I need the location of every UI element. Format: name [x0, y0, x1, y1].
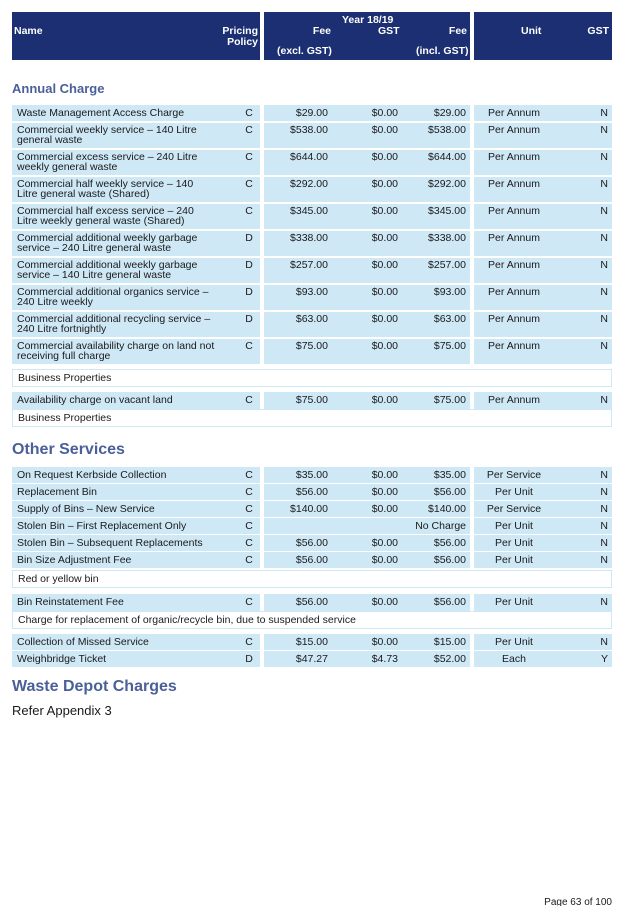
row-fee-incl: $292.00 — [428, 178, 466, 190]
row-policy: C — [245, 469, 253, 481]
row-gst: $0.00 — [371, 394, 398, 406]
header-unit-gst — [474, 12, 612, 60]
row-fee-incl: $29.00 — [433, 107, 466, 119]
row-gst-flag: N — [600, 469, 608, 481]
row-fee-incl: $257.00 — [428, 259, 466, 271]
row-unit: Per Annum — [488, 313, 540, 325]
table-row — [12, 535, 612, 551]
row-fee-incl: $75.00 — [433, 340, 466, 352]
note-red-yellow-bin: Red or yellow bin — [12, 570, 612, 588]
table-row — [12, 123, 612, 148]
row-gst-flag: N — [600, 520, 608, 532]
table-row — [12, 501, 612, 517]
header-fee-excl: Fee — [312, 25, 331, 37]
row-policy: C — [245, 537, 253, 549]
row-fee-incl: $644.00 — [428, 151, 466, 163]
header-name: Name — [14, 25, 43, 37]
row-unit: Per Annum — [488, 205, 540, 217]
row-gst-flag: N — [600, 178, 608, 190]
row-fee-incl: $56.00 — [433, 596, 466, 608]
row-gst: $0.00 — [371, 636, 398, 648]
row-policy: C — [245, 107, 253, 119]
header-excl-gst: (excl. GST) — [277, 45, 332, 57]
row-fee: $140.00 — [290, 503, 328, 515]
row-name-line2: service – 240 Litre general waste — [17, 242, 172, 254]
row-policy: C — [245, 503, 253, 515]
table-row — [12, 285, 612, 310]
table-row — [12, 204, 612, 229]
header-policy: Policy — [227, 36, 258, 48]
row-unit: Per Service — [486, 469, 542, 481]
row-name: Bin Reinstatement Fee — [17, 596, 124, 608]
row-gst: $0.00 — [371, 286, 398, 298]
header-name-policy — [12, 12, 260, 60]
row-fee: $15.00 — [295, 636, 328, 648]
row-name-line1: Commercial availability charge on land not — [17, 340, 215, 352]
row-name: Weighbridge Ticket — [17, 653, 107, 665]
row-policy: D — [245, 232, 253, 244]
table-row — [12, 484, 612, 500]
row-name-line2: 240 Litre weekly — [17, 296, 93, 308]
row-gst: $0.00 — [371, 340, 398, 352]
row-unit: Per Unit — [495, 596, 533, 608]
note-business-properties-2: Business Properties — [12, 409, 612, 427]
row-name-line1: Commercial weekly service – 140 Litre — [17, 124, 197, 136]
row-fee: $338.00 — [290, 232, 328, 244]
row-fee-incl: $345.00 — [428, 205, 466, 217]
row-policy: C — [245, 178, 253, 190]
row-gst-flag: N — [600, 340, 608, 352]
row-gst-flag: N — [600, 537, 608, 549]
row-name: Stolen Bin – Subsequent Replacements — [17, 537, 203, 549]
row-fee-incl: $52.00 — [433, 653, 466, 665]
row-fee-incl: $538.00 — [428, 124, 466, 136]
table-row — [12, 518, 612, 534]
note-replacement-charge: Charge for replacement of organic/recycle bin, due to suspended service — [12, 611, 612, 629]
row-policy: D — [245, 653, 253, 665]
row-gst-flag: N — [600, 503, 608, 515]
row-gst: $0.00 — [371, 486, 398, 498]
row-fee: $75.00 — [295, 340, 328, 352]
depot-reference: Refer Appendix 3 — [12, 703, 112, 718]
row-policy: C — [245, 486, 253, 498]
row-name-line1: Commercial excess service – 240 Litre — [17, 151, 198, 163]
row-name: Waste Management Access Charge — [17, 107, 185, 119]
row-fee-incl: $63.00 — [433, 313, 466, 325]
header-fee-incl: Fee — [448, 25, 467, 37]
row-fee: $56.00 — [295, 554, 328, 566]
row-name: Availability charge on vacant land — [17, 394, 173, 406]
row-policy: C — [245, 596, 253, 608]
row-fee: $292.00 — [290, 178, 328, 190]
row-policy: D — [245, 313, 253, 325]
table-row — [12, 231, 612, 256]
row-fee: $35.00 — [295, 469, 328, 481]
row-unit: Each — [502, 653, 526, 665]
row-name-line2: service – 140 Litre general waste — [17, 269, 172, 281]
row-policy: C — [245, 340, 253, 352]
row-unit: Per Service — [486, 503, 542, 515]
row-gst: $0.00 — [371, 178, 398, 190]
row-gst: $0.00 — [371, 469, 398, 481]
row-policy: C — [245, 554, 253, 566]
row-name: Replacement Bin — [17, 486, 97, 498]
row-policy: C — [245, 124, 253, 136]
row-fee-incl: $140.00 — [428, 503, 466, 515]
table-row — [12, 339, 612, 364]
row-name-line1: Commercial additional weekly garbage — [17, 232, 198, 244]
row-unit: Per Unit — [495, 520, 533, 532]
row-gst: $0.00 — [371, 124, 398, 136]
row-gst: $0.00 — [371, 259, 398, 271]
row-name-line2: receiving full charge — [17, 350, 111, 362]
row-fee-incl: No Charge — [415, 520, 466, 532]
table-row-vacant-land — [12, 392, 612, 409]
row-policy: C — [245, 151, 253, 163]
row-name-line1: Commercial additional weekly garbage — [17, 259, 198, 271]
row-unit: Per Annum — [488, 178, 540, 190]
row-unit: Per Annum — [488, 124, 540, 136]
row-name-line2: general waste — [17, 134, 83, 146]
row-name: Bin Size Adjustment Fee — [17, 554, 132, 566]
row-unit: Per Annum — [488, 259, 540, 271]
row-policy: D — [245, 259, 253, 271]
row-unit: Per Annum — [488, 394, 540, 406]
row-name-line1: Commercial additional organics service – — [17, 286, 209, 298]
row-fee-incl: $75.00 — [433, 394, 466, 406]
row-fee: $538.00 — [290, 124, 328, 136]
row-gst-flag: N — [600, 151, 608, 163]
row-gst-flag: N — [600, 107, 608, 119]
row-name-line1: Commercial additional recycling service – — [17, 313, 211, 325]
row-fee-incl: $56.00 — [433, 554, 466, 566]
table-row — [12, 150, 612, 175]
section-title-annual: Annual Charge — [12, 81, 105, 96]
row-name-line1: Commercial half weekly service – 140 — [17, 178, 194, 190]
row-gst-flag: N — [600, 394, 608, 406]
row-fee: $47.27 — [295, 653, 328, 665]
row-unit: Per Unit — [495, 554, 533, 566]
table-row — [12, 177, 612, 202]
row-fee: $56.00 — [295, 596, 328, 608]
row-gst-flag: N — [600, 259, 608, 271]
row-gst-flag: N — [600, 232, 608, 244]
row-fee-incl: $35.00 — [433, 469, 466, 481]
row-gst-flag: N — [600, 286, 608, 298]
row-unit: Per Annum — [488, 151, 540, 163]
header-unit: Unit — [521, 25, 542, 37]
row-gst-flag: N — [600, 205, 608, 217]
row-fee-incl: $338.00 — [428, 232, 466, 244]
row-gst-flag: N — [600, 554, 608, 566]
row-unit: Per Unit — [495, 486, 533, 498]
note-business-properties-1: Business Properties — [12, 369, 612, 387]
row-name-line2: Litre weekly general waste (Shared) — [17, 215, 185, 227]
row-unit: Per Annum — [488, 340, 540, 352]
row-policy: C — [245, 636, 253, 648]
row-fee: $63.00 — [295, 313, 328, 325]
row-fee: $644.00 — [290, 151, 328, 163]
row-fee: $93.00 — [295, 286, 328, 298]
header-year — [264, 12, 470, 60]
row-gst: $0.00 — [371, 596, 398, 608]
table-row — [12, 105, 612, 121]
row-gst: $0.00 — [371, 107, 398, 119]
row-fee: $56.00 — [295, 486, 328, 498]
row-gst-flag: N — [600, 636, 608, 648]
row-fee: $56.00 — [295, 537, 328, 549]
row-unit: Per Annum — [488, 286, 540, 298]
row-gst-flag: N — [600, 313, 608, 325]
page-number: Page 63 of 100 — [544, 897, 612, 906]
row-name-line2: weekly general waste — [17, 161, 118, 173]
table-row — [12, 634, 612, 650]
header-incl-gst: (incl. GST) — [416, 45, 469, 57]
header-gst: GST — [378, 25, 400, 37]
row-fee: $257.00 — [290, 259, 328, 271]
row-fee-incl: $93.00 — [433, 286, 466, 298]
row-policy: C — [245, 520, 253, 532]
row-fee: $29.00 — [295, 107, 328, 119]
header-year-label: Year 18/19 — [342, 14, 394, 26]
row-gst: $0.00 — [371, 537, 398, 549]
table-row — [12, 651, 612, 667]
section-title-other: Other Services — [12, 441, 125, 458]
row-gst-flag: N — [600, 596, 608, 608]
row-gst: $0.00 — [371, 503, 398, 515]
row-name: On Request Kerbside Collection — [17, 469, 167, 481]
row-gst: $4.73 — [371, 653, 398, 665]
row-name: Collection of Missed Service — [17, 636, 149, 648]
row-unit: Per Annum — [488, 107, 540, 119]
row-policy: C — [245, 394, 253, 406]
row-name-line2: Litre general waste (Shared) — [17, 188, 150, 200]
row-name-line2: 240 Litre fortnightly — [17, 323, 107, 335]
table-row-bin-reinstatement — [12, 594, 612, 611]
row-fee-incl: $56.00 — [433, 537, 466, 549]
row-fee-incl: $56.00 — [433, 486, 466, 498]
table-row — [12, 312, 612, 337]
row-gst: $0.00 — [371, 232, 398, 244]
row-name: Supply of Bins – New Service — [17, 503, 155, 515]
row-gst: $0.00 — [371, 554, 398, 566]
row-gst-flag: Y — [600, 653, 608, 665]
row-gst: $0.00 — [371, 205, 398, 217]
table-row — [12, 258, 612, 283]
row-gst-flag: N — [600, 124, 608, 136]
row-policy: D — [245, 286, 253, 298]
table-row — [12, 467, 612, 483]
header-gst2: GST — [587, 25, 609, 37]
row-gst: $0.00 — [371, 151, 398, 163]
row-gst: $0.00 — [371, 313, 398, 325]
row-unit: Per Unit — [495, 636, 533, 648]
table-row — [12, 552, 612, 568]
row-unit: Per Unit — [495, 537, 533, 549]
row-unit: Per Annum — [488, 232, 540, 244]
row-fee-incl: $15.00 — [433, 636, 466, 648]
section-title-depot: Waste Depot Charges — [12, 678, 177, 695]
row-name: Stolen Bin – First Replacement Only — [17, 520, 187, 532]
row-gst-flag: N — [600, 486, 608, 498]
row-policy: C — [245, 205, 253, 217]
row-name-line1: Commercial half excess service – 240 — [17, 205, 194, 217]
row-fee: $345.00 — [290, 205, 328, 217]
header-pricing: Pricing — [222, 25, 258, 37]
row-fee: $75.00 — [295, 394, 328, 406]
